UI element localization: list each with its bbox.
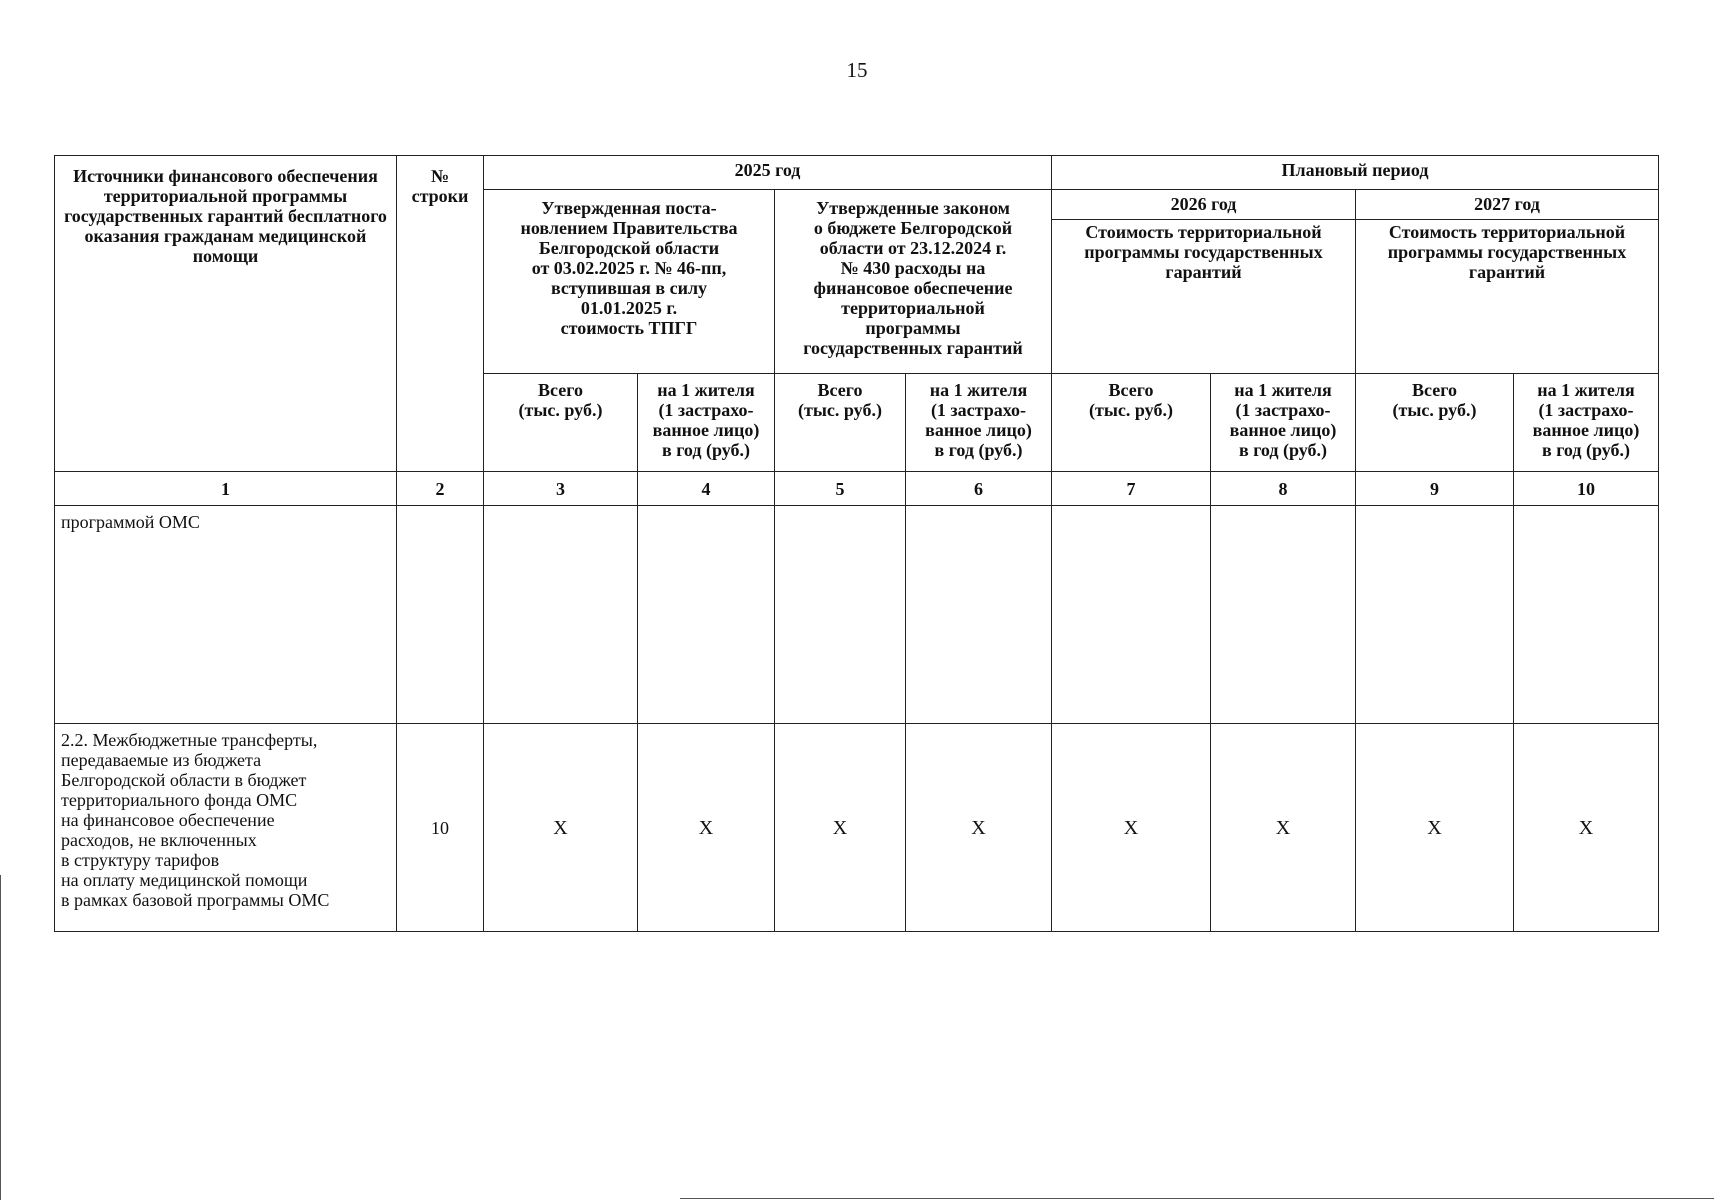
column-number: 7 (1052, 472, 1211, 506)
row-label: 2.2. Межбюджетные трансферты, передаваемые из бюджета Белгородской области в бюджет территориального фонда ОМС на финансовое обеспечение расходов, не включенных в структуру тарифов на оплату медицинской помощи в рамках базовой программы ОМС (55, 724, 397, 932)
header-year-2027: 2027 год (1356, 190, 1659, 220)
header-cost-2027: Стоимость территориальной программы государственных гарантий (1356, 220, 1659, 374)
column-number: 3 (484, 472, 638, 506)
header-cost-2026: Стоимость территориальной программы государственных гарантий (1052, 220, 1356, 374)
row-number: 10 (397, 724, 484, 932)
scan-edge-bottom (680, 1198, 1714, 1199)
header-total-5: Всего (тыс. руб.) (775, 374, 906, 472)
page-number: 15 (846, 58, 868, 82)
row-label: программой ОМС (55, 506, 397, 724)
value-cell: Х (1514, 724, 1659, 932)
value-cell (1356, 506, 1514, 724)
value-cell: Х (775, 724, 906, 932)
table-row (55, 724, 1659, 932)
value-cell (1052, 506, 1211, 724)
value-cell (906, 506, 1052, 724)
table-row (55, 506, 1659, 724)
value-cell: Х (906, 724, 1052, 932)
header-total-9: Всего (тыс. руб.) (1356, 374, 1514, 472)
header-per-resident-8: на 1 жителя (1 застрахо- ванное лицо) в год (руб.) (1211, 374, 1356, 472)
row-number (397, 506, 484, 724)
header-planned-period: Плановый период (1052, 156, 1659, 190)
header-row-no: № строки (397, 156, 484, 472)
header-approved-gov: Утвержденная поста- новлением Правительства Белгородской области от 03.02.2025 г. № 46-пп, вступившая в силу 01.01.2025 г. стоимость ТПГГ (484, 190, 775, 374)
value-cell: Х (1052, 724, 1211, 932)
header-approved-law: Утвержденные законом о бюджете Белгородской области от 23.12.2024 г. № 430 расходы на финансовое обеспечение территориальной программы государственных гарантий (775, 190, 1052, 374)
financing-table (54, 155, 1659, 932)
value-cell (484, 506, 638, 724)
column-number-row (55, 472, 1659, 506)
header-per-resident-10: на 1 жителя (1 застрахо- ванное лицо) в год (руб.) (1514, 374, 1659, 472)
header-year-2025: 2025 год (484, 156, 1052, 190)
column-number: 1 (55, 472, 397, 506)
column-number: 6 (906, 472, 1052, 506)
header-per-resident-6: на 1 жителя (1 застрахо- ванное лицо) в год (руб.) (906, 374, 1052, 472)
column-number: 10 (1514, 472, 1659, 506)
column-number: 9 (1356, 472, 1514, 506)
value-cell (1514, 506, 1659, 724)
header-sources: Источники финансового обеспечения территориальной программы государственных гарантий бесплатного оказания гражданам медицинской помощи (55, 156, 397, 472)
header-row-1 (55, 156, 1659, 190)
value-cell: Х (638, 724, 775, 932)
header-per-resident-4: на 1 жителя (1 застрахо- ванное лицо) в год (руб.) (638, 374, 775, 472)
header-total-7: Всего (тыс. руб.) (1052, 374, 1211, 472)
value-cell: Х (1356, 724, 1514, 932)
value-cell (1211, 506, 1356, 724)
column-number: 4 (638, 472, 775, 506)
header-total-3: Всего (тыс. руб.) (484, 374, 638, 472)
column-number: 8 (1211, 472, 1356, 506)
value-cell (775, 506, 906, 724)
header-year-2026: 2026 год (1052, 190, 1356, 220)
value-cell: Х (484, 724, 638, 932)
scan-edge-left (0, 875, 1, 1200)
column-number: 2 (397, 472, 484, 506)
value-cell (638, 506, 775, 724)
value-cell: Х (1211, 724, 1356, 932)
column-number: 5 (775, 472, 906, 506)
